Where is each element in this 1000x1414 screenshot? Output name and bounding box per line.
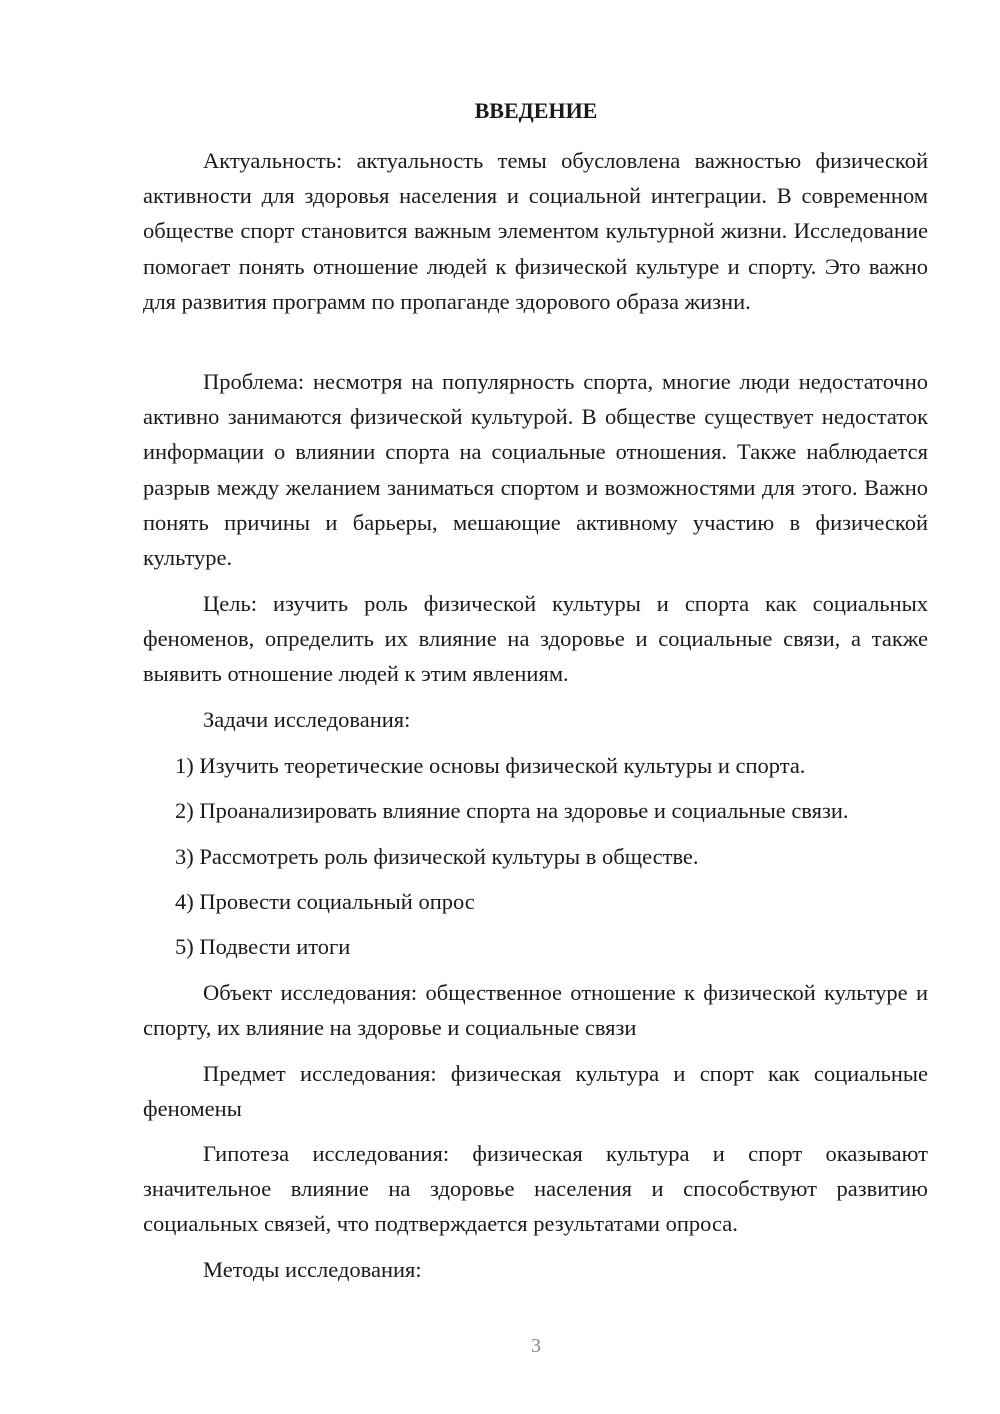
subject-paragraph: Предмет исследования: физическая культура и спорт как социальные феномены [143, 1061, 928, 1122]
section-title: ВВЕДЕНИЕ [474, 98, 598, 123]
relevance-paragraph: Актуальность: актуальность темы обусловлена важностью физической активности для здоровья населения и социальной интеграции. В современном обществе спорт становится важным элементом культурной жизни. Исследование помогает понять отношение людей к физической культуре и спорту. Это важно для развития программ по пропаганде здорового образа жизни. [143, 148, 928, 314]
task-item-4: 4) Провести социальный опрос [175, 889, 475, 914]
hypothesis-paragraph: Гипотеза исследования: физическая культура и спорт оказывают значительное влияние на здоровье населения и способствуют развитию социальных связей, что подтверждается результатами опроса. [143, 1141, 928, 1237]
methods-heading: Методы исследования: [203, 1257, 422, 1282]
problem-paragraph: Проблема: несмотря на популярность спорта, многие люди недостаточно активно занимаются физической культурой. В обществе существует недостаток информации о влиянии спорта на социальные отношения. Также наблюдается разрыв между желанием заниматься спортом и возможностями для этого. Важно понять причины и барьеры, мешающие активному участию в физической культуре. [143, 369, 928, 571]
task-item-2: 2) Проанализировать влияние спорта на здоровье и социальные связи. [175, 798, 849, 823]
task-item-3: 3) Рассмотреть роль физической культуры в обществе. [175, 844, 699, 869]
goal-paragraph: Цель: изучить роль физической культуры и спорта как социальных феноменов, определить их влияние на здоровье и социальные связи, а также выявить отношение людей к этим явлениям. [143, 591, 928, 687]
tasks-heading: Задачи исследования: [203, 707, 411, 732]
page-number: 3 [531, 1335, 541, 1357]
task-item-5: 5) Подвести итоги [175, 934, 351, 959]
object-paragraph: Объект исследования: общественное отношение к физической культуре и спорту, их влияние на здоровье и социальные связи [143, 980, 928, 1041]
task-item-1: 1) Изучить теоретические основы физической культуры и спорта. [175, 753, 806, 778]
